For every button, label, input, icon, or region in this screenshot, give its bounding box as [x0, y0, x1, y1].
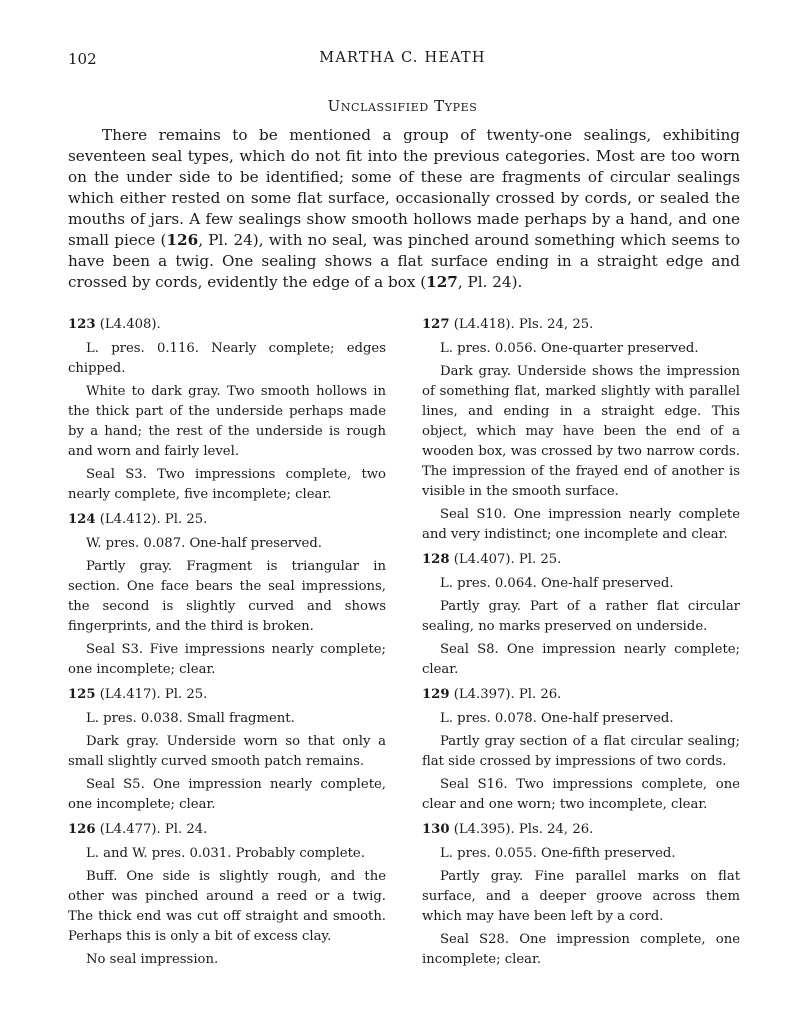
- catalog-entry-123: [68, 315, 386, 505]
- entry-dimensions: W. pres. 0.087. One-half preserved.: [86, 536, 322, 551]
- entry-heading: [68, 315, 386, 335]
- entry-number: 128: [422, 552, 450, 567]
- entry-heading: [422, 315, 740, 335]
- entry-dimensions: L. pres. 0.064. One-half preserved.: [440, 576, 674, 591]
- entry-description: Buff. One side is slightly rough, and the other was pinched around a reed or a twig. The thick end was cut off straight and smooth. Perhaps this is only a bit of excess clay.: [68, 869, 386, 944]
- entry-heading: [68, 510, 386, 530]
- right-column: [422, 315, 740, 975]
- intro-text-1: There remains to be mentioned a group of twenty-one sealings, exhibiting seventeen seal types, which do not fit into the previous categories. Most are too worn on the under side to be identified; some of these are fragments of circular sealings which either rested on some flat surface, occasionally crossed by cords, or sealed the mouths of jars. A few sealings show smooth hollows made perhaps by a hand, and one small piece (: [68, 126, 740, 249]
- entry-seal: Seal S16. Two impressions complete, one clear and one worn; two incomplete, clear.: [422, 777, 740, 812]
- entry-reference: (L4.397). Pl. 26.: [449, 687, 562, 702]
- entry-number: 123: [68, 317, 96, 332]
- entry-description: White to dark gray. Two smooth hollows in the thick part of the underside perhaps made by a hand; the rest of the underside is rough and worn and fairly level.: [68, 384, 386, 459]
- entry-reference: (L4.412). Pl. 25.: [95, 512, 208, 527]
- entry-seal: Seal S3. Two impressions complete, two nearly complete, five incomplete; clear.: [68, 467, 386, 502]
- catalog-entry-128: [422, 550, 740, 680]
- entry-seal: Seal S28. One impression complete, one incomplete; clear.: [422, 932, 740, 967]
- catalog-entry-125: [68, 685, 386, 815]
- entry-description: Partly gray. Fragment is triangular in section. One face bears the seal impressions, the second is slightly curved and shows fingerprints, and the third is broken.: [68, 559, 386, 634]
- entry-description: Partly gray. Fine parallel marks on flat surface, and a deeper groove across them which may have been left by a cord.: [422, 869, 740, 924]
- entry-heading: [422, 685, 740, 705]
- catalog-entry-126: [68, 820, 386, 970]
- entry-dimensions: L. pres. 0.056. One-quarter preserved.: [440, 341, 699, 356]
- entry-number: 124: [68, 512, 96, 527]
- intro-plate-ref-2: , Pl. 24: [457, 273, 512, 291]
- entry-number: 127: [422, 317, 450, 332]
- entry-reference: (L4.407). Pl. 25.: [449, 552, 562, 567]
- entry-seal: Seal S8. One impression nearly complete; clear.: [422, 642, 740, 677]
- entry-heading: [68, 820, 386, 840]
- entry-heading: [422, 550, 740, 570]
- intro-text-3: ).: [511, 273, 523, 291]
- entry-dimensions: L. pres. 0.116. Nearly complete; edges chipped.: [68, 341, 386, 376]
- catalog-entry-130: [422, 820, 740, 970]
- entry-number: 126: [68, 822, 96, 837]
- entry-dimensions: L. pres. 0.055. One-fifth preserved.: [440, 846, 676, 861]
- entry-heading: [68, 685, 386, 705]
- entry-number: 125: [68, 687, 96, 702]
- catalog-entry-124: [68, 510, 386, 680]
- entry-dimensions: L. pres. 0.078. One-half preserved.: [440, 711, 674, 726]
- entry-reference: (L4.417). Pl. 25.: [95, 687, 208, 702]
- entry-reference: (L4.408).: [95, 317, 161, 332]
- entry-seal: Seal S10. One impression nearly complete and very indistinct; one incomplete and clear.: [422, 507, 740, 542]
- entry-reference: (L4.395). Pls. 24, 26.: [449, 822, 594, 837]
- entry-heading: [422, 820, 740, 840]
- entry-number: 130: [422, 822, 450, 837]
- entry-dimensions: L. pres. 0.038. Small fragment.: [86, 711, 295, 726]
- catalog-ref-127: 127: [426, 273, 458, 291]
- entry-description: Dark gray. Underside worn so that only a small slightly curved smooth patch remains.: [68, 734, 386, 769]
- entry-reference: (L4.418). Pls. 24, 25.: [449, 317, 594, 332]
- entry-description: Dark gray. Underside shows the impression of something flat, marked slightly with parallel lines, and ending in a straight edge. This object, which may have been the end of a wooden box, was crossed by two narrow cords. The impression of the frayed end of another is visible in the smooth surface.: [422, 364, 740, 499]
- intro-paragraph: [68, 125, 740, 293]
- entry-seal: Seal S3. Five impressions nearly complete; one incomplete; clear.: [68, 642, 386, 677]
- entry-number: 129: [422, 687, 450, 702]
- entry-seal: Seal S5. One impression nearly complete, one incomplete; clear.: [68, 777, 386, 812]
- entry-description: Partly gray section of a flat circular sealing; flat side crossed by impressions of two cords.: [422, 734, 740, 769]
- catalog-ref-126: 126: [166, 231, 199, 249]
- running-head: MARTHA C. HEATH: [319, 50, 486, 66]
- catalog-entry-127: [422, 315, 740, 545]
- section-title: Unclassified Types: [327, 97, 478, 115]
- left-column: [68, 315, 386, 975]
- page-number: 102: [68, 50, 97, 68]
- intro-plate-ref-1: , Pl. 24: [198, 231, 253, 249]
- entry-dimensions: L. and W. pres. 0.031. Probably complete.: [86, 846, 365, 861]
- entry-description: Partly gray. Part of a rather flat circular sealing, no marks preserved on underside.: [422, 599, 740, 634]
- entry-reference: (L4.477). Pl. 24.: [95, 822, 208, 837]
- catalog-entry-129: [422, 685, 740, 815]
- entry-seal: No seal impression.: [86, 952, 219, 967]
- intro-text-2: ), with no seal, was pinched around something which seems to have been a twig. One sealing shows a flat surface ending in a straight edge and crossed by cords, evidently the edge of a box (: [68, 231, 741, 291]
